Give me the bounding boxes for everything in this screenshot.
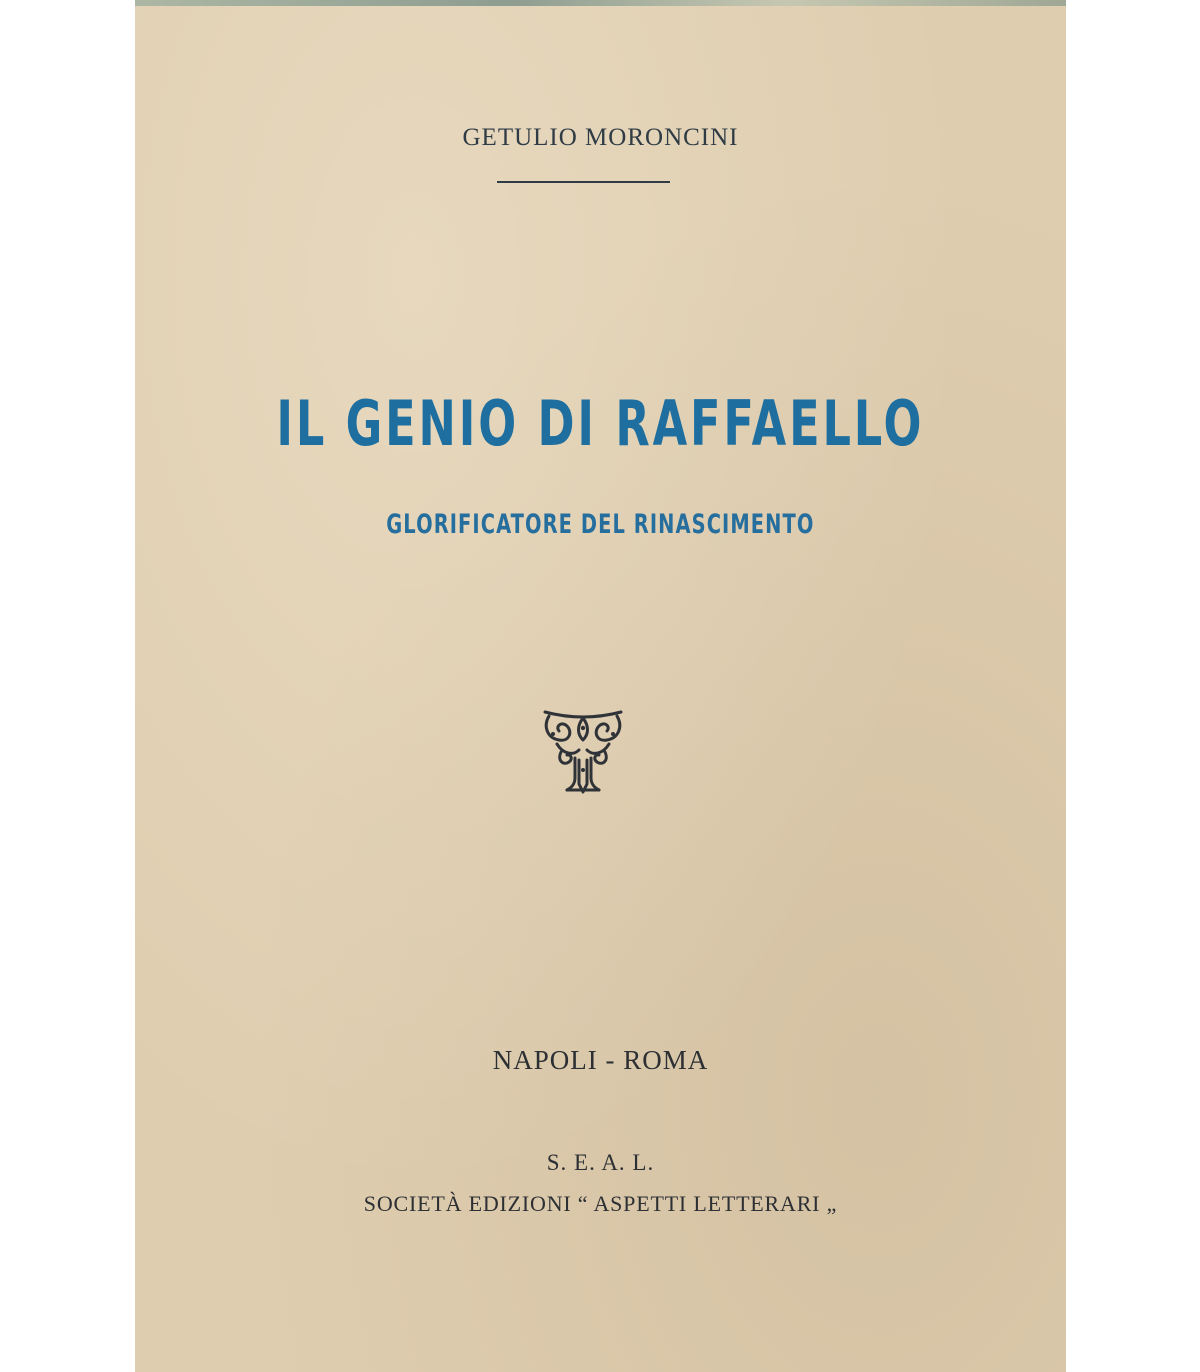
book-cover xyxy=(135,0,1066,1372)
publisher-abbreviation: S. E. A. L. xyxy=(546,1150,655,1175)
page-top-edge xyxy=(135,0,1066,6)
author-name: GETULIO MORONCINI xyxy=(462,124,739,151)
publisher-name: SOCIETÀ EDIZIONI “ ASPETTI LETTERARI „ xyxy=(363,1191,838,1216)
fleuron-ornament-icon xyxy=(539,704,627,796)
book-subtitle: GLORIFICATORE DEL RINASCIMENTO xyxy=(386,509,815,540)
author-divider xyxy=(497,181,670,183)
book-title: IL GENIO DI RAFFAELLO xyxy=(276,387,925,460)
publication-place: NAPOLI - ROMA xyxy=(492,1045,709,1075)
